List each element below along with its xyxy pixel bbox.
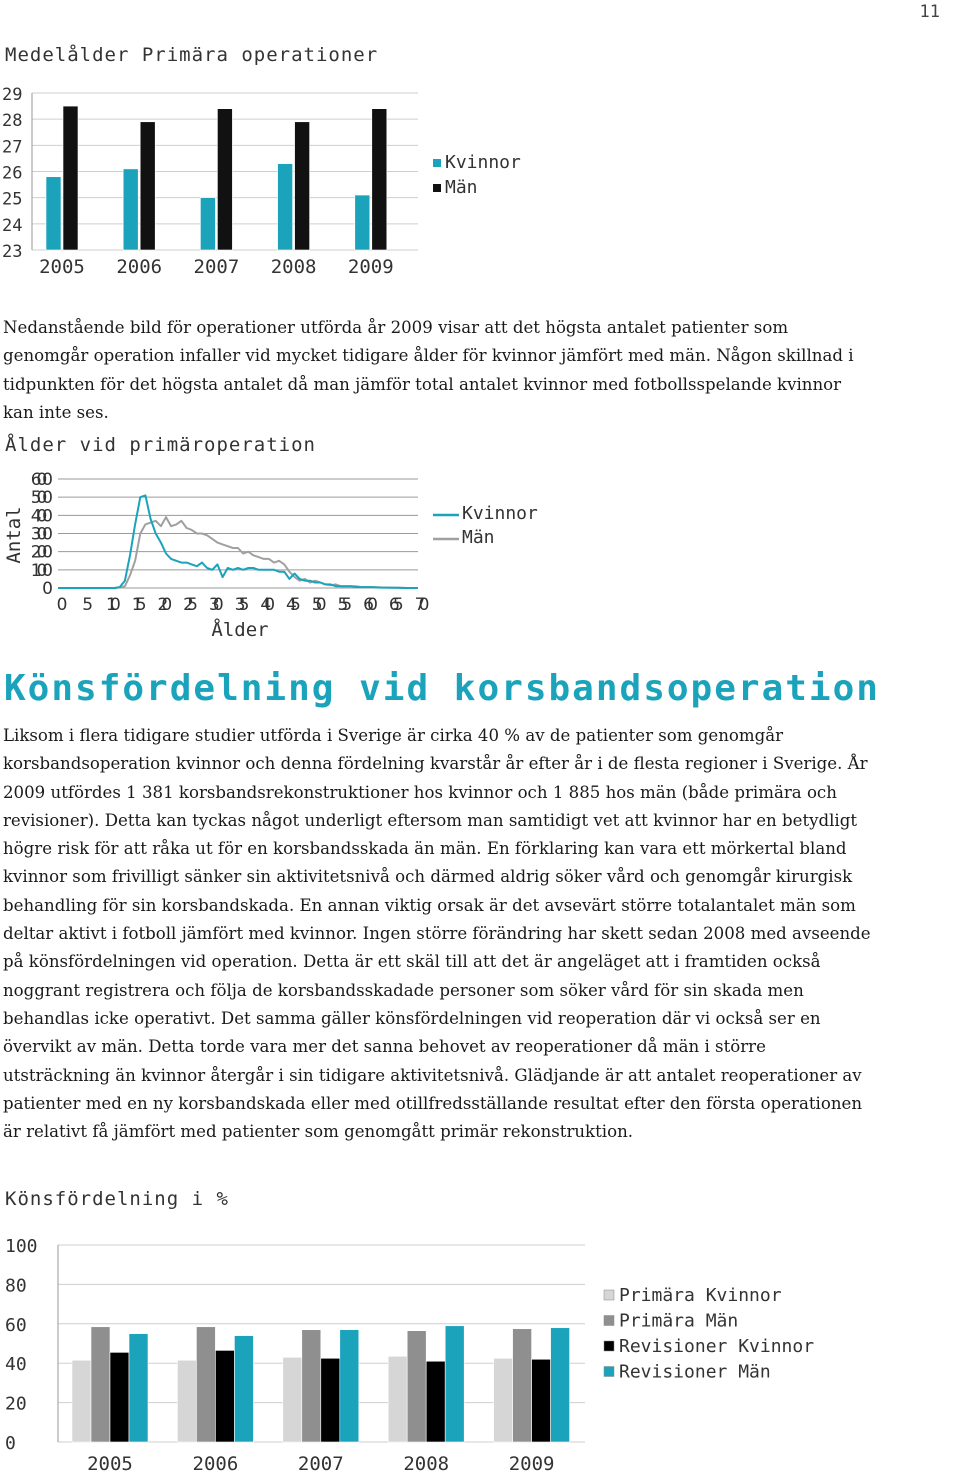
legend-label: Revisioner Kvinnor: [619, 1336, 815, 1357]
x-tick-label: 2008: [270, 256, 317, 278]
legend-swatch: [604, 1316, 614, 1326]
page-number: 11: [919, 2, 940, 22]
bar-kvinnor-2006: [123, 169, 138, 250]
bar-kvinnor-2007: [200, 198, 215, 250]
y-tick-label: 26: [2, 163, 23, 184]
legend-label: Män: [462, 527, 495, 548]
y-tick-label: 60: [5, 1314, 27, 1336]
x-tick-label: 45: [286, 595, 301, 615]
bar-man-2006: [140, 122, 155, 250]
bar-primara-kvinnor-2005: [72, 1360, 91, 1442]
y-tick-label: 100: [30, 560, 53, 581]
gender-distribution-bar-chart: [0, 1228, 850, 1472]
legend-label: Kvinnor: [462, 503, 538, 524]
x-tick-label: 2008: [403, 1453, 450, 1472]
x-tick-label: 15: [131, 595, 147, 615]
bar-primara-man-2006: [196, 1327, 215, 1442]
bar-kvinnor-2009: [355, 195, 370, 250]
bar-man-2008: [295, 122, 310, 250]
section-heading: Könsfördelning vid korsbandsoperation: [4, 668, 880, 709]
bar-revisioner-man-2006: [234, 1336, 253, 1442]
x-axis-label: Ålder: [211, 619, 269, 641]
bar-revisioner-kvinnor-2008: [426, 1361, 445, 1442]
x-tick-label: 2006: [116, 256, 163, 278]
legend-label: Kvinnor: [445, 152, 521, 173]
y-tick-label: 40: [5, 1354, 27, 1376]
y-tick-label: 28: [2, 111, 23, 132]
y-tick-label: 600: [30, 470, 53, 490]
x-tick-label: 2007: [193, 256, 240, 278]
x-tick-label: 40: [260, 595, 276, 615]
x-tick-label: 2005: [39, 256, 85, 278]
bar-primara-man-2007: [302, 1330, 321, 1442]
y-tick-label: 300: [30, 524, 53, 545]
x-tick-label: 10: [106, 595, 121, 615]
x-tick-label: 70: [414, 595, 430, 615]
x-tick-label: 2006: [192, 1453, 239, 1472]
x-tick-label: 55: [337, 595, 353, 615]
legend-label: Män: [445, 177, 478, 198]
bar-primara-kvinnor-2009: [494, 1358, 513, 1442]
x-tick-label: 5: [82, 595, 94, 615]
bar-revisioner-kvinnor-2009: [532, 1359, 551, 1442]
bar-kvinnor-2005: [46, 177, 61, 250]
bar-revisioner-kvinnor-2006: [215, 1350, 234, 1442]
y-tick-label: 0: [5, 1433, 16, 1454]
bar-man-2007: [217, 109, 232, 250]
bar-primara-kvinnor-2006: [177, 1360, 196, 1442]
chart3-title: Könsfördelning i %: [5, 1188, 229, 1210]
x-tick-label: 35: [234, 595, 250, 615]
bar-revisioner-kvinnor-2007: [321, 1358, 340, 1442]
x-tick-label: 50: [311, 595, 327, 615]
y-tick-label: 100: [5, 1236, 38, 1257]
legend-swatch: [433, 184, 441, 192]
y-tick-label: 27: [2, 137, 23, 158]
x-tick-label: 65: [388, 595, 404, 615]
x-tick-label: 60: [363, 595, 378, 615]
legend-swatch: [604, 1367, 614, 1377]
y-tick-label: 29: [2, 85, 23, 105]
bar-revisioner-kvinnor-2005: [110, 1352, 129, 1442]
y-tick-label: 0: [42, 579, 53, 599]
legend-swatch: [604, 1290, 614, 1300]
legend-swatch: [433, 159, 441, 167]
mean-age-bar-chart: [0, 78, 560, 288]
y-tick-label: 200: [30, 542, 53, 563]
y-axis-label: Antal: [3, 506, 25, 564]
x-tick-label: 2009: [347, 256, 394, 278]
chart1-title: Medelålder Primära operationer: [5, 44, 379, 66]
bar-revisioner-man-2005: [129, 1334, 148, 1442]
age-distribution-line-chart: [0, 465, 580, 645]
bar-revisioner-man-2009: [551, 1328, 570, 1442]
legend-label: Revisioner Män: [619, 1361, 771, 1383]
legend-label: Primära Kvinnor: [619, 1285, 782, 1306]
bar-revisioner-man-2007: [340, 1330, 359, 1442]
body-paragraph: Liksom i flera tidigare studier utförda i Sverige är cirka 40 % av de patienter som genomgår korsbandsoperation kvinnor och denna fördelning kvarstår år efter år i de flesta regioner i Sverige. År 2009 utfördes 1 381 korsbandsrekonstruktioner hos kvinnor och 1 885 hos män (både primära och revisioner). Detta kan tyckas något underligt eftersom man samtidigt vet att kvinnor har en betydligt högre risk för att råka ut för en korsbandsskada än män. En förklaring kan vara ett mörkertal bland kvinnor som frivilligt sänker sin aktivitetsnivå och därmed aldrig söker vård och genomgår kirurgisk behandling för sin korsbandskada. En annan viktig orsak är det avsevärt större totalantalet män som deltar aktivt i fotboll jämfört med kvinnor. Ingen större förändring har skett sedan 2008 med avseende på könsfördelningen vid operation. Detta är ett skäl till att det är angeläget att i framtiden också noggrant registrera och följa de korsbandsskadade personer som söker vård för sin skada men behandlas icke operativt. Det samma gäller könsfördelningen vid reoperation där vi också ser en övervikt av män. Detta torde vara mer det sanna behovet av reoperationer då män i större utsträckning än kvinnor återgår i sin tidigare aktivitetsnivå. Glädjande är att antalet reoperationer av patienter med en ny korsbandskada eller med otillfredsställande resultat efter den första operationen är relativt få jämfört med patienter som genomgått primär rekonstruktion.: [3, 726, 871, 1142]
bar-primara-man-2008: [407, 1331, 426, 1442]
x-tick-label: 30: [208, 595, 224, 615]
y-tick-label: 80: [5, 1275, 27, 1297]
legend-label: Primära Män: [619, 1310, 739, 1332]
x-tick-label: 20: [157, 595, 173, 615]
y-tick-label: 25: [2, 189, 23, 210]
bar-primara-kvinnor-2008: [388, 1356, 407, 1442]
x-tick-label: 0: [56, 595, 68, 615]
x-tick-label: 2007: [297, 1453, 344, 1472]
bar-revisioner-man-2008: [445, 1326, 464, 1442]
line-man: [58, 517, 418, 588]
y-tick-label: 500: [30, 488, 53, 509]
bar-man-2005: [63, 106, 78, 250]
x-tick-label: 2005: [87, 1453, 133, 1472]
legend-swatch: [604, 1341, 614, 1351]
x-tick-label: 25: [183, 595, 198, 615]
bar-kvinnor-2008: [278, 164, 293, 250]
bar-primara-kvinnor-2007: [283, 1357, 302, 1442]
bar-man-2009: [372, 109, 387, 250]
chart2-title: Ålder vid primäroperation: [5, 434, 316, 456]
y-tick-label: 23: [2, 242, 23, 262]
x-tick-label: 2009: [508, 1453, 555, 1472]
y-tick-label: 20: [5, 1393, 27, 1415]
y-tick-label: 24: [2, 215, 23, 236]
bar-primara-man-2005: [91, 1327, 110, 1442]
line-kvinnor: [58, 495, 418, 588]
bar-primara-man-2009: [513, 1329, 532, 1442]
intro-paragraph: Nedanstående bild för operationer utförda år 2009 visar att det högsta antalet patienter som genomgår operation infaller vid mycket tidigare ålder för kvinnor jämfört med män. Någon skillnad i tidpunkten för det högsta antalet då man jämför total antalet kvinnor med fotbollsspelande kvinnor kan inte ses.: [3, 318, 854, 422]
y-tick-label: 400: [30, 506, 53, 527]
